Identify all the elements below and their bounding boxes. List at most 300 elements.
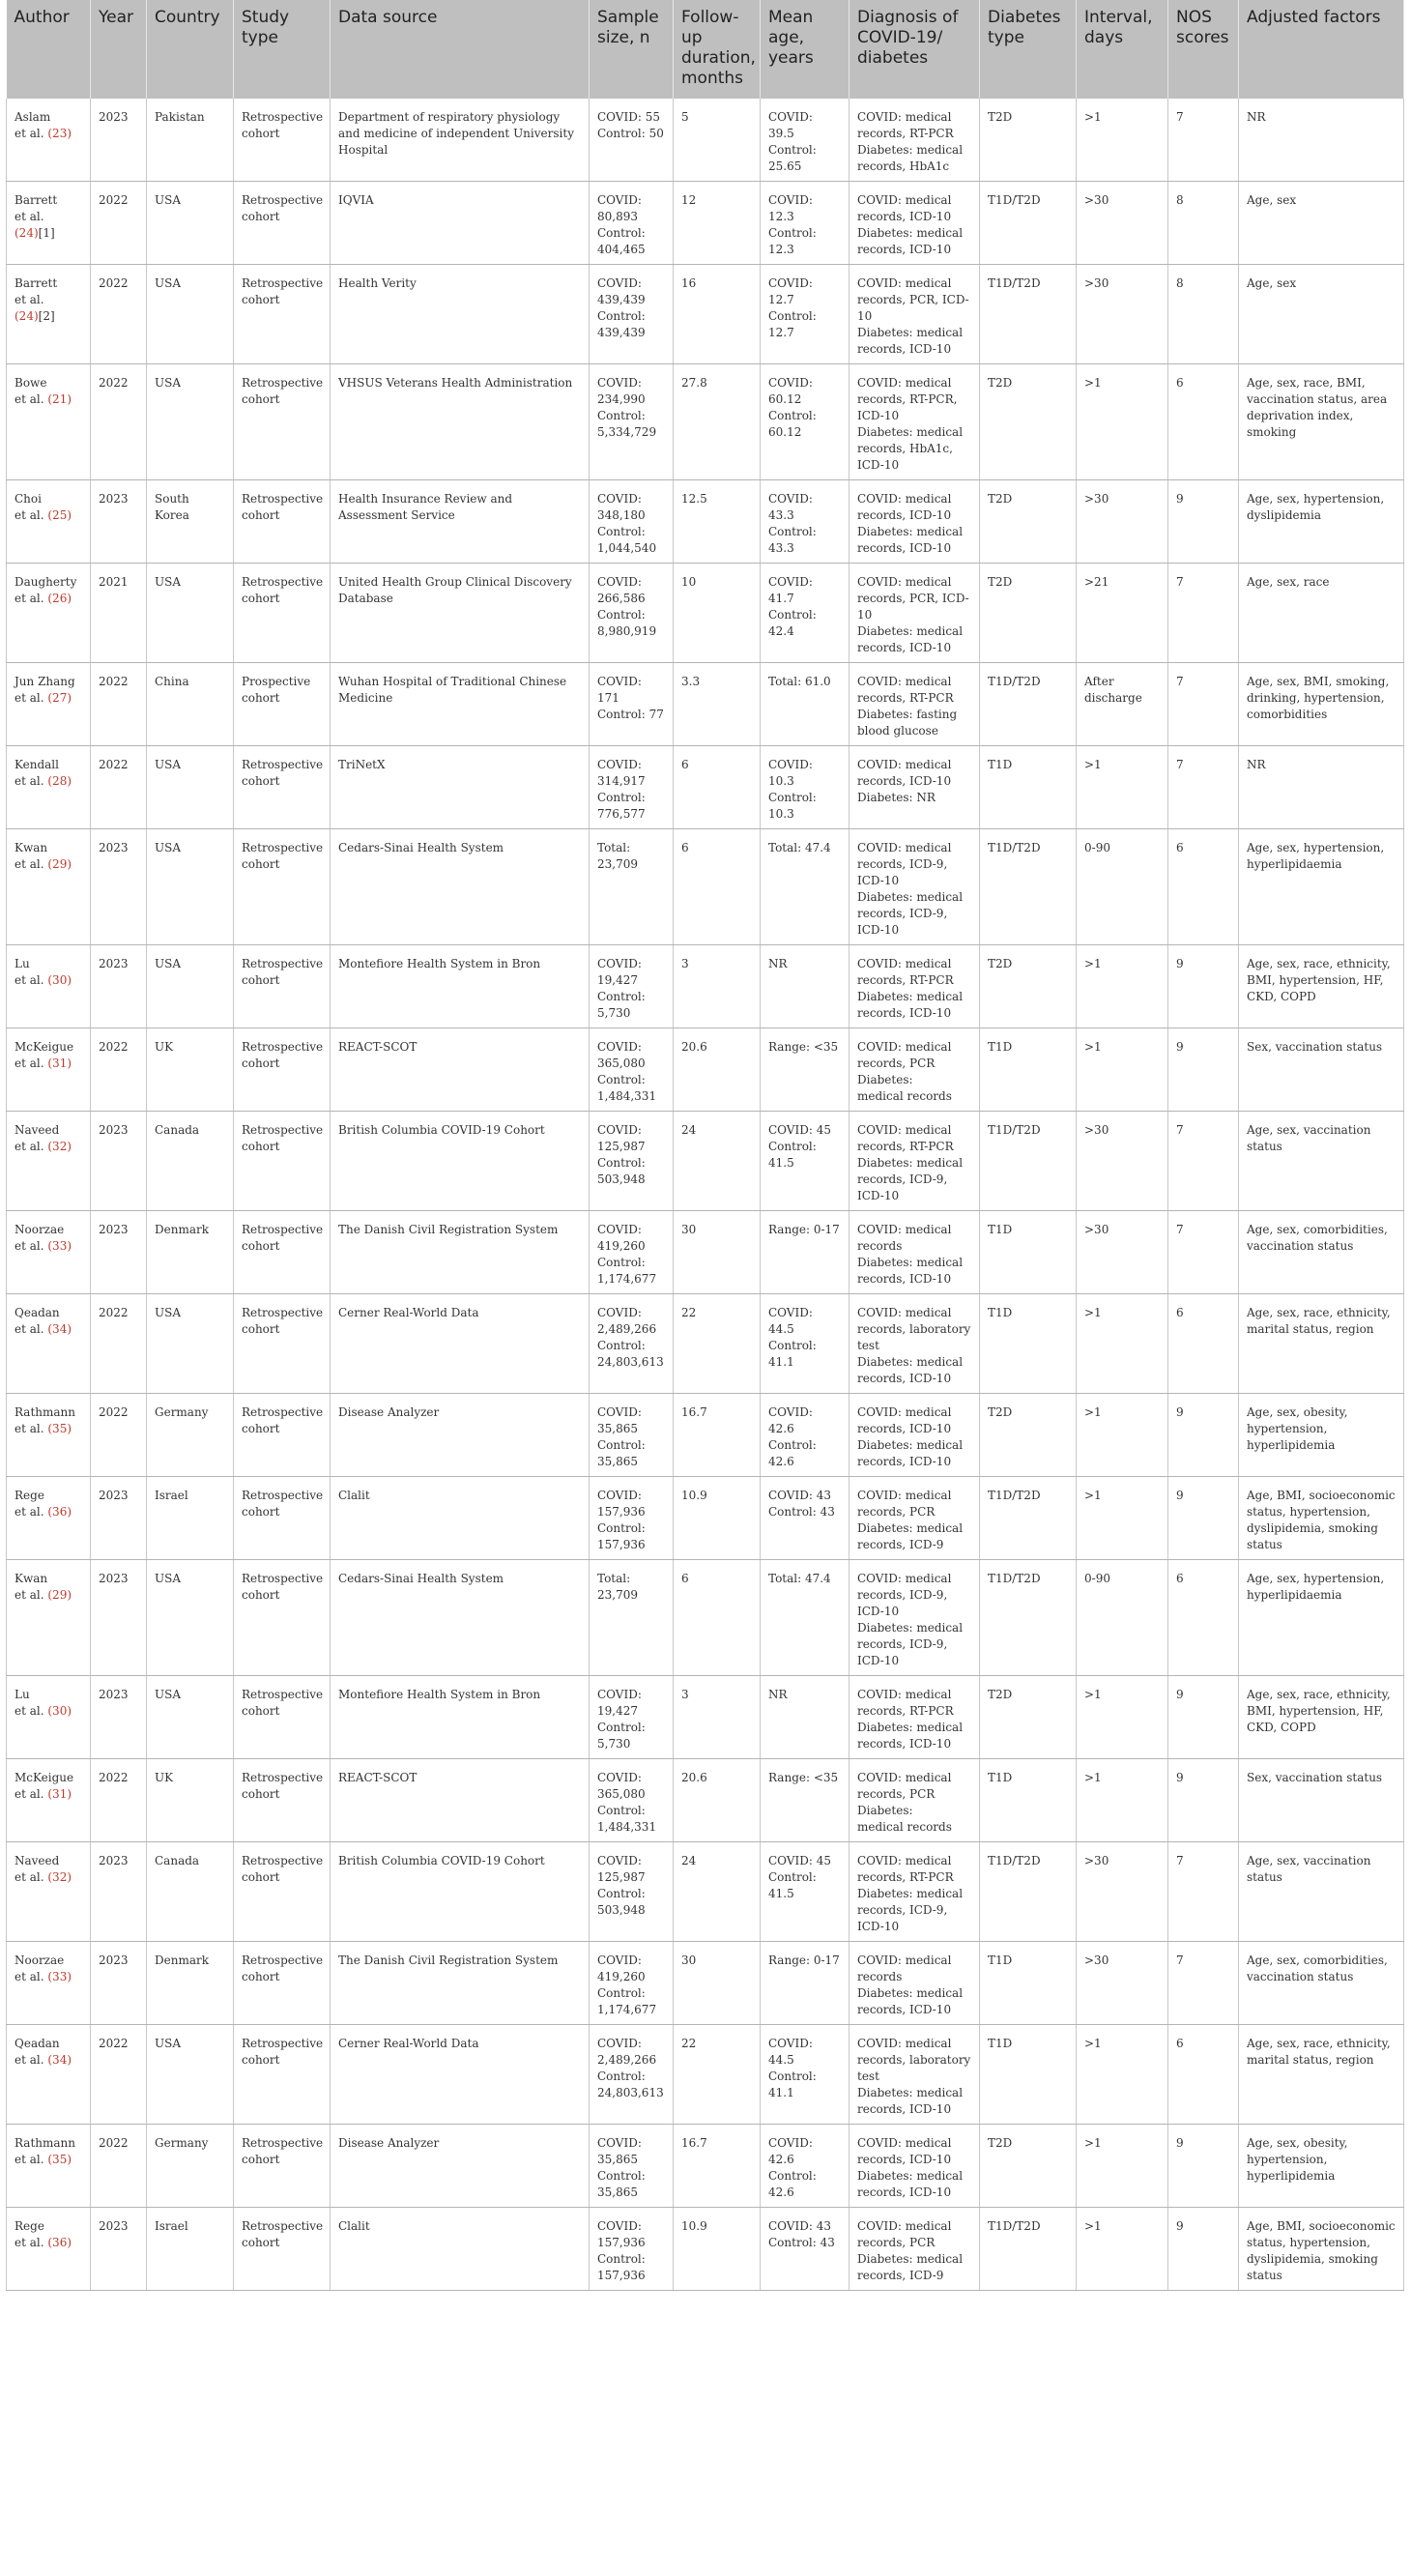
follow-up-cell: 10: [674, 564, 761, 663]
study-type-cell: Retrospective cohort: [234, 1676, 331, 1759]
table-row: [7, 829, 1404, 945]
data-source-cell: Clalit: [331, 1477, 590, 1560]
sample-size-line: Control:: [597, 2069, 646, 2083]
mean-age-line: Control: 42.6: [768, 1438, 817, 1468]
author-name: Barrett: [14, 276, 58, 290]
sample-size-cell: [590, 1759, 674, 1842]
mean-age-line: COVID:: [768, 376, 813, 390]
country-cell: USA: [147, 1294, 234, 1394]
interval-cell: >1: [1077, 746, 1168, 829]
table-row: [7, 1294, 1404, 1394]
diagnosis-line: Diabetes: medical records, ICD-10: [857, 1438, 964, 1468]
data-source-cell: Cedars-Sinai Health System: [331, 1560, 590, 1676]
table-row: [7, 265, 1404, 364]
sample-size-line: 503,948: [597, 1172, 646, 1186]
mean-age-line: COVID:: [768, 110, 813, 124]
table-row: [7, 1942, 1404, 2025]
mean-age-line: COVID:: [768, 276, 813, 290]
author-etal: et al. (31): [14, 1787, 72, 1801]
author-etal: et al. (27): [14, 691, 72, 705]
data-source-cell: TriNetX: [331, 746, 590, 829]
sample-size-line: Control:: [597, 1721, 646, 1734]
diagnosis-cell: [849, 1942, 980, 2025]
interval-cell: >1: [1077, 1394, 1168, 1477]
diagnosis-line: COVID: medical records, RT-PCR, ICD-10: [857, 376, 958, 422]
data-source-cell: IQVIA: [331, 182, 590, 265]
sample-size-cell: [590, 829, 674, 945]
data-source-cell: REACT-SCOT: [331, 1759, 590, 1842]
sample-size-cell: [590, 480, 674, 564]
table-row: [7, 663, 1404, 746]
mean-age-line: Control: 41.1: [768, 1339, 817, 1369]
mean-age-cell: [761, 1477, 849, 1560]
sample-size-line: 1,484,331: [597, 1089, 657, 1103]
sample-size-line: 439,439: [597, 326, 646, 339]
mean-age-line: COVID: 45: [768, 1854, 831, 1867]
country-cell: Pakistan: [147, 99, 234, 182]
reference-link[interactable]: (24): [14, 309, 39, 323]
sample-size-line: Control:: [597, 1438, 646, 1452]
mean-age-line: Control: 41.5: [768, 1140, 817, 1170]
mean-age-line: COVID:: [768, 2136, 813, 2150]
table-row: [7, 945, 1404, 1028]
reference-suffix: [2]: [38, 309, 55, 323]
diagnosis-line: Diabetes: medical records, ICD-10: [857, 1986, 964, 2016]
mean-age-cell: [761, 1942, 849, 2025]
diagnosis-line: Diabetes: medical records, ICD-10: [857, 226, 964, 256]
follow-up-cell: 24: [674, 1112, 761, 1211]
author-name: Bowe: [14, 376, 47, 390]
diabetes-type-cell: T2D: [980, 364, 1077, 480]
sample-size-cell: [590, 2125, 674, 2208]
sample-size-line: Control:: [597, 608, 646, 622]
sample-size-cell: [590, 1112, 674, 1211]
author-etal: et al. (32): [14, 1870, 72, 1884]
author-cell: [7, 1394, 91, 1477]
sample-size-line: 1,174,677: [597, 1272, 657, 1286]
author-etal: et al. (26): [14, 592, 72, 605]
diagnosis-line: Diabetes: medical records, ICD-10: [857, 2169, 964, 2199]
diagnosis-cell: [849, 746, 980, 829]
author-etal: et al. (30): [14, 1704, 72, 1718]
mean-age-line: 44.5: [768, 1322, 794, 1336]
year-cell: 2023: [91, 99, 147, 182]
mean-age-cell: [761, 1676, 849, 1759]
study-type-cell: Retrospective cohort: [234, 2125, 331, 2208]
sample-size-line: 35,865: [597, 1455, 638, 1468]
mean-age-line: 60.12: [768, 425, 802, 439]
adjusted-factors-cell: Age, sex, comorbidities, vaccination status: [1239, 1942, 1404, 2025]
table-row: [7, 2025, 1404, 2125]
sample-size-line: 157,936: [597, 1505, 646, 1519]
author-etal: et al. (35): [14, 1422, 72, 1435]
reference-link[interactable]: (23): [47, 127, 72, 140]
diagnosis-line: COVID: medical records, PCR: [857, 1040, 952, 1070]
follow-up-cell: 5: [674, 99, 761, 182]
adjusted-factors-cell: Age, sex, vaccination status: [1239, 1842, 1404, 1942]
sample-size-line: 348,180: [597, 508, 646, 522]
table-row: [7, 1759, 1404, 1842]
country-cell: China: [147, 663, 234, 746]
study-type-cell: Retrospective cohort: [234, 265, 331, 364]
sample-size-line: Control:: [597, 990, 646, 1003]
author-name: Daugherty: [14, 575, 77, 589]
nos-score-cell: 7: [1168, 1842, 1239, 1942]
nos-score-cell: 6: [1168, 1560, 1239, 1676]
sample-size-line: 171: [597, 691, 619, 705]
author-etal: et al. (32): [14, 1140, 72, 1153]
follow-up-cell: 16.7: [674, 1394, 761, 1477]
sample-size-line: 35,865: [597, 1422, 638, 1435]
year-cell: 2022: [91, 1394, 147, 1477]
study-type-cell: Retrospective cohort: [234, 364, 331, 480]
data-source-cell: Montefiore Health System in Bron: [331, 945, 590, 1028]
diagnosis-cell: [849, 364, 980, 480]
adjusted-factors-cell: Age, sex, obesity, hypertension, hyperlipidemia: [1239, 1394, 1404, 1477]
author-cell: [7, 1028, 91, 1112]
diagnosis-cell: [849, 2125, 980, 2208]
sample-size-line: 2,489,266: [597, 1322, 657, 1336]
table-row: [7, 1028, 1404, 1112]
sample-size-line: 1,044,540: [597, 541, 657, 555]
study-type-cell: Retrospective cohort: [234, 2208, 331, 2291]
nos-score-cell: 9: [1168, 2125, 1239, 2208]
mean-age-line: Control: 12.7: [768, 309, 817, 339]
author-etal: et al.: [14, 210, 44, 223]
author-etal: et al. (34): [14, 1322, 72, 1336]
follow-up-cell: 30: [674, 1942, 761, 2025]
data-source-cell: The Danish Civil Registration System: [331, 1211, 590, 1294]
country-cell: Israel: [147, 1477, 234, 1560]
follow-up-cell: 27.8: [674, 364, 761, 480]
diabetes-type-cell: T1D/T2D: [980, 1560, 1077, 1676]
interval-cell: >1: [1077, 1676, 1168, 1759]
study-type-cell: Retrospective cohort: [234, 1560, 331, 1676]
sample-size-line: COVID:: [597, 1771, 642, 1784]
diagnosis-line: Diabetes: medical records, ICD-10: [857, 1355, 964, 1385]
reference-link[interactable]: (35): [47, 2153, 72, 2166]
reference-link[interactable]: (31): [47, 1787, 72, 1801]
author-etal: et al. (21): [14, 392, 72, 406]
author-etal: et al. (36): [14, 2236, 72, 2249]
author-ref-line: [14, 308, 82, 325]
reference-link[interactable]: (29): [47, 857, 72, 871]
sample-size-line: 35,865: [597, 2185, 638, 2199]
year-cell: 2022: [91, 746, 147, 829]
mean-age-cell: [761, 945, 849, 1028]
reference-link[interactable]: (26): [47, 592, 72, 605]
diagnosis-line: Diabetes: medical records, ICD-9, ICD-10: [857, 1156, 964, 1202]
diabetes-type-cell: T2D: [980, 99, 1077, 182]
reference-suffix: [1]: [38, 226, 55, 240]
reference-link[interactable]: (21): [47, 392, 72, 406]
country-cell: UK: [147, 1759, 234, 1842]
sample-size-line: 2,489,266: [597, 2053, 657, 2067]
study-type-cell: Retrospective cohort: [234, 945, 331, 1028]
mean-age-cell: [761, 1028, 849, 1112]
interval-cell: >1: [1077, 1477, 1168, 1560]
study-type-cell: Retrospective cohort: [234, 99, 331, 182]
interval-cell: >1: [1077, 99, 1168, 182]
year-cell: 2022: [91, 2125, 147, 2208]
data-source-cell: The Danish Civil Registration System: [331, 1942, 590, 2025]
table-row: [7, 1112, 1404, 1211]
diagnosis-line: Diabetes: medical records, ICD-9, ICD-10: [857, 1621, 964, 1667]
sample-size-cell: [590, 1028, 674, 1112]
sample-size-cell: [590, 1560, 674, 1676]
reference-link[interactable]: (25): [47, 508, 72, 522]
sample-size-line: 365,080: [597, 1056, 646, 1070]
adjusted-factors-cell: Age, BMI, socioeconomic status, hypertension, dyslipidemia, smoking status: [1239, 2208, 1404, 2291]
reference-link[interactable]: (34): [47, 1322, 72, 1336]
mean-age-line: COVID:: [768, 193, 813, 207]
country-cell: South Korea: [147, 480, 234, 564]
year-cell: 2023: [91, 945, 147, 1028]
mean-age-line: Range: <35: [768, 1771, 839, 1784]
data-source-cell: REACT-SCOT: [331, 1028, 590, 1112]
country-cell: USA: [147, 364, 234, 480]
mean-age-cell: [761, 2025, 849, 2125]
diagnosis-cell: [849, 1842, 980, 1942]
sample-size-cell: [590, 2208, 674, 2291]
diagnosis-cell: [849, 1294, 980, 1394]
study-type-cell: Retrospective cohort: [234, 1842, 331, 1942]
mean-age-line: Total: 47.4: [768, 1572, 831, 1585]
sample-size-line: COVID:: [597, 1489, 642, 1502]
reference-link[interactable]: (34): [47, 2053, 72, 2067]
diagnosis-cell: [849, 564, 980, 663]
author-cell: [7, 182, 91, 265]
sample-size-line: Control:: [597, 409, 646, 422]
table-row: [7, 480, 1404, 564]
mean-age-line: COVID:: [768, 2037, 813, 2050]
sample-size-line: COVID:: [597, 957, 642, 970]
author-etal: et al. (35): [14, 2153, 72, 2166]
diabetes-type-cell: T1D: [980, 746, 1077, 829]
mean-age-cell: [761, 265, 849, 364]
interval-cell: >30: [1077, 1942, 1168, 2025]
follow-up-cell: 16: [674, 265, 761, 364]
nos-score-cell: 9: [1168, 1676, 1239, 1759]
follow-up-cell: 3.3: [674, 663, 761, 746]
table-row: [7, 182, 1404, 265]
diagnosis-cell: [849, 1112, 980, 1211]
mean-age-cell: [761, 480, 849, 564]
mean-age-line: Control:: [768, 409, 817, 422]
diagnosis-line: Diabetes: medical records, ICD-9: [857, 1521, 964, 1551]
nos-score-cell: 7: [1168, 1942, 1239, 2025]
nos-score-cell: 7: [1168, 99, 1239, 182]
diabetes-type-cell: T1D/T2D: [980, 265, 1077, 364]
reference-link[interactable]: (28): [47, 774, 72, 788]
mean-age-cell: [761, 1211, 849, 1294]
sample-size-cell: [590, 182, 674, 265]
diagnosis-line: Diabetes: medical records, ICD-10: [857, 624, 964, 654]
author-name: Kendall: [14, 758, 59, 771]
follow-up-cell: 12: [674, 182, 761, 265]
country-cell: UK: [147, 1028, 234, 1112]
table-row: [7, 746, 1404, 829]
mean-age-line: Control: 42.4: [768, 608, 817, 638]
author-cell: [7, 1560, 91, 1676]
author-name: Naveed: [14, 1123, 60, 1137]
diagnosis-line: COVID: medical records, RT-PCR: [857, 675, 954, 705]
diagnosis-line: Diabetes: medical records, ICD-10: [857, 1721, 964, 1751]
nos-score-cell: 9: [1168, 1028, 1239, 1112]
sample-size-cell: [590, 1676, 674, 1759]
author-etal: et al.: [14, 293, 44, 306]
author-name: Qeadan: [14, 2037, 60, 2050]
mean-age-line: 12.7: [768, 293, 794, 306]
mean-age-cell: [761, 1394, 849, 1477]
interval-cell: >30: [1077, 265, 1168, 364]
year-cell: 2023: [91, 2208, 147, 2291]
sample-size-cell: [590, 945, 674, 1028]
sample-size-line: COVID:: [597, 1040, 642, 1054]
diagnosis-cell: [849, 1028, 980, 1112]
author-etal: et al. (33): [14, 1239, 72, 1253]
country-cell: Denmark: [147, 1942, 234, 2025]
sample-size-line: COVID:: [597, 1223, 642, 1236]
diabetes-type-cell: T2D: [980, 564, 1077, 663]
mean-age-line: COVID:: [768, 575, 813, 589]
diagnosis-cell: [849, 1560, 980, 1676]
diabetes-type-cell: T1D: [980, 1294, 1077, 1394]
sample-size-cell: [590, 746, 674, 829]
mean-age-cell: [761, 2208, 849, 2291]
country-cell: USA: [147, 1560, 234, 1676]
sample-size-line: Control:: [597, 525, 646, 538]
reference-link[interactable]: (24): [14, 226, 39, 240]
sample-size-cell: [590, 1477, 674, 1560]
nos-score-cell: 6: [1168, 1294, 1239, 1394]
diagnosis-line: Diabetes: medical records, HbA1c: [857, 143, 964, 173]
nos-score-cell: 9: [1168, 945, 1239, 1028]
interval-cell: After discharge: [1077, 663, 1168, 746]
mean-age-line: 44.5: [768, 2053, 794, 2067]
mean-age-line: 60.12: [768, 392, 802, 406]
year-cell: 2023: [91, 1676, 147, 1759]
diagnosis-line: COVID: medical records, RT-PCR: [857, 1688, 954, 1718]
reference-link[interactable]: (33): [47, 1970, 72, 1983]
mean-age-line: 12.3: [768, 210, 794, 223]
author-name: Rege: [14, 1489, 44, 1502]
sample-size-line: 125,987: [597, 1140, 646, 1153]
year-cell: 2022: [91, 364, 147, 480]
sample-size-line: Control:: [597, 1804, 646, 1817]
reference-link[interactable]: (35): [47, 1422, 72, 1435]
sample-size-line: 24,803,613: [597, 1355, 664, 1369]
adjusted-factors-cell: NR: [1239, 99, 1404, 182]
sample-size-line: COVID:: [597, 193, 642, 207]
sample-size-line: COVID:: [597, 758, 642, 771]
year-cell: 2023: [91, 1842, 147, 1942]
sample-size-line: 234,990: [597, 392, 646, 406]
follow-up-cell: 24: [674, 1842, 761, 1942]
interval-cell: >1: [1077, 2025, 1168, 2125]
table-row: [7, 1477, 1404, 1560]
reference-link[interactable]: (31): [47, 1056, 72, 1070]
reference-link[interactable]: (27): [47, 691, 72, 705]
diabetes-type-cell: T1D/T2D: [980, 1477, 1077, 1560]
reference-link[interactable]: (36): [47, 1505, 72, 1519]
sample-size-line: 5,730: [597, 1737, 631, 1751]
interval-cell: >30: [1077, 1842, 1168, 1942]
country-cell: USA: [147, 265, 234, 364]
author-name: Lu: [14, 1688, 30, 1701]
reference-link[interactable]: (33): [47, 1239, 72, 1253]
follow-up-cell: 6: [674, 829, 761, 945]
author-etal: et al. (36): [14, 1505, 72, 1519]
study-type-cell: Prospective cohort: [234, 663, 331, 746]
interval-cell: >1: [1077, 1294, 1168, 1394]
sample-size-line: 776,577: [597, 807, 646, 821]
table-row: [7, 99, 1404, 182]
adjusted-factors-cell: Age, sex, obesity, hypertension, hyperlipidemia: [1239, 2125, 1404, 2208]
author-cell: [7, 1676, 91, 1759]
table-row: [7, 364, 1404, 480]
sample-size-line: COVID:: [597, 2037, 642, 2050]
diagnosis-line: COVID: medical records, laboratory test: [857, 1306, 971, 1352]
column-header-author: Author: [7, 0, 91, 99]
study-type-cell: Retrospective cohort: [234, 746, 331, 829]
diagnosis-cell: [849, 265, 980, 364]
author-etal: et al. (25): [14, 508, 72, 522]
author-name: Aslam: [14, 110, 51, 124]
diagnosis-line: Diabetes:: [857, 1073, 913, 1086]
data-source-cell: British Columbia COVID-19 Cohort: [331, 1112, 590, 1211]
reference-link[interactable]: (30): [47, 1704, 72, 1718]
diabetes-type-cell: T2D: [980, 2125, 1077, 2208]
mean-age-line: Control: 41.5: [768, 1870, 817, 1900]
diagnosis-line: Diabetes: medical records, ICD-10: [857, 990, 964, 1020]
sample-size-line: Control:: [597, 2169, 646, 2183]
sample-size-line: 23,709: [597, 857, 638, 871]
author-etal: et al. (33): [14, 1970, 72, 1983]
table-row: [7, 2208, 1404, 2291]
interval-cell: >30: [1077, 1112, 1168, 1211]
diagnosis-cell: [849, 945, 980, 1028]
diagnosis-cell: [849, 1676, 980, 1759]
mean-age-line: 42.6: [768, 2153, 794, 2166]
author-name: Rathmann: [14, 2136, 76, 2150]
mean-age-line: 41.7: [768, 592, 794, 605]
adjusted-factors-cell: Age, BMI, socioeconomic status, hypertension, dyslipidemia, smoking status: [1239, 1477, 1404, 1560]
sample-size-line: Control:: [597, 226, 646, 240]
data-source-cell: Wuhan Hospital of Traditional Chinese Medicine: [331, 663, 590, 746]
follow-up-cell: 12.5: [674, 480, 761, 564]
author-etal: et al. (28): [14, 774, 72, 788]
reference-link[interactable]: (32): [47, 1140, 72, 1153]
author-name: Qeadan: [14, 1306, 60, 1319]
sample-size-cell: [590, 663, 674, 746]
sample-size-line: 365,080: [597, 1787, 646, 1801]
interval-cell: >21: [1077, 564, 1168, 663]
reference-link[interactable]: (30): [47, 973, 72, 987]
follow-up-cell: 3: [674, 1676, 761, 1759]
reference-link[interactable]: (29): [47, 1588, 72, 1602]
diagnosis-cell: [849, 2208, 980, 2291]
country-cell: USA: [147, 945, 234, 1028]
diagnosis-line: COVID: medical records: [857, 1223, 952, 1253]
mean-age-line: 10.3: [768, 774, 794, 788]
diagnosis-cell: [849, 663, 980, 746]
reference-link[interactable]: (36): [47, 2236, 72, 2249]
sample-size-line: Control:: [597, 1073, 646, 1086]
diagnosis-line: COVID: medical records, ICD-10: [857, 1405, 952, 1435]
reference-link[interactable]: (32): [47, 1870, 72, 1884]
diagnosis-line: COVID: medical records, PCR, ICD-10: [857, 276, 969, 323]
